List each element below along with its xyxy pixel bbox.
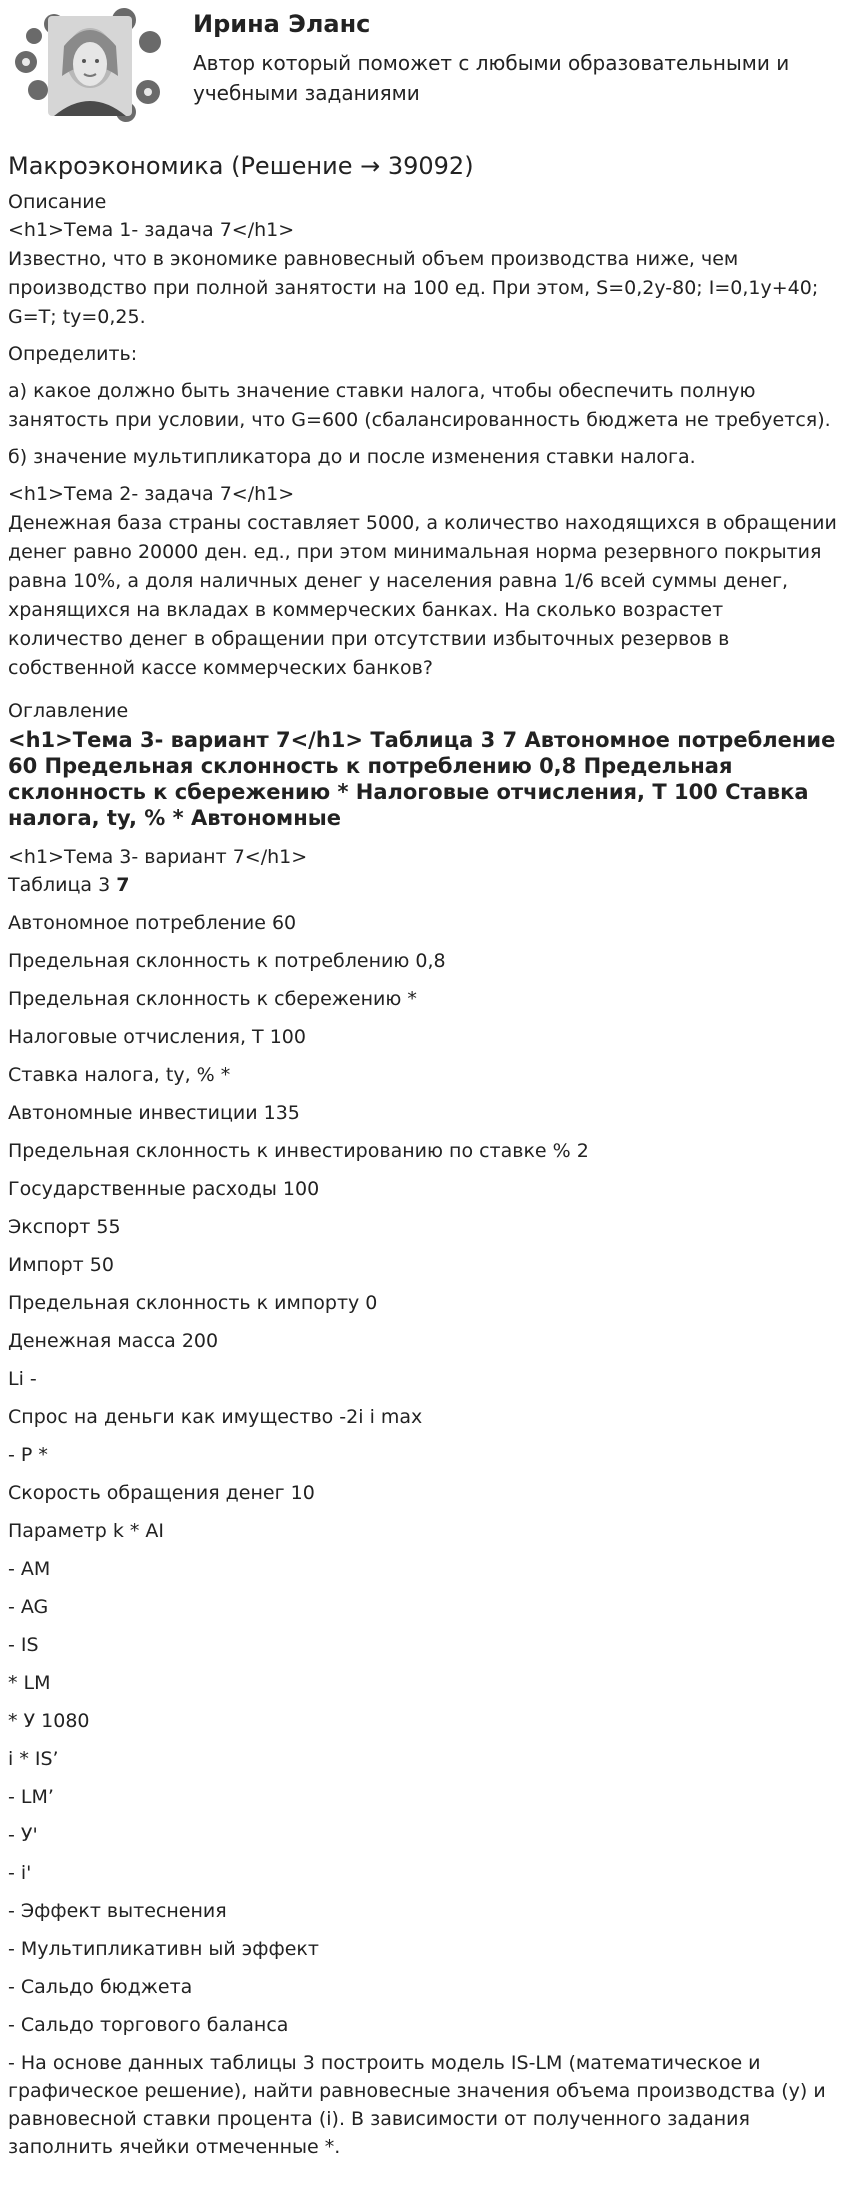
page-title: Макроэкономика (Решение → 39092): [8, 152, 474, 180]
table-label: Таблица 3: [8, 874, 117, 896]
description-label: Описание: [8, 191, 107, 213]
task2-heading: <h1>Тема 2- задача 7</h1>: [8, 483, 295, 505]
description-block: [8, 216, 839, 683]
table-row: - LM’: [8, 1786, 54, 1808]
table-row: i * IS’: [8, 1748, 59, 1770]
table-row: Ставка налога, ty, % *: [8, 1064, 231, 1086]
table-row: Денежная масса 200: [8, 1330, 219, 1352]
variant-heading: <h1>Тема 3- вариант 7</h1>: [8, 846, 308, 868]
table-row: - Сальдо бюджета: [8, 1976, 193, 1998]
table-row: Налоговые отчисления, Т 100: [8, 1026, 306, 1048]
table-row: - Р *: [8, 1444, 48, 1466]
table-row: Предельная склонность к импорту 0: [8, 1292, 378, 1314]
table-row: - AM: [8, 1558, 51, 1580]
table-row: - i': [8, 1862, 32, 1884]
content-block: [8, 843, 839, 2161]
table-row: - Эффект вытеснения: [8, 1900, 227, 1922]
author-avatar[interactable]: [14, 6, 162, 126]
table-row: - IS: [8, 1634, 39, 1656]
table-row: Автономные инвестиции 135: [8, 1102, 300, 1124]
task2-text: Денежная база страны составляет 5000, а количество находящихся в обращении денег равно 20000 ден. ед., при этом минимальная норма резервного покрытия равна 10%, а доля наличных денег у населения равна 1/6 всей суммы денег, хранящихся на вкладах в коммерческих банках. На сколько возрастет количество денег в обращении при отсутствии избыточных резервов в собственной кассе коммерческих банков?: [8, 512, 837, 679]
table-row: - На основе данных таблицы 3 построить модель IS-LM (математическое и графическое решение), найти равновесные значения объема производства (у) и равновесной ставки процента (i). В зависимости от полученного задания заполнить ячейки отмеченные *.: [8, 2052, 826, 2158]
toc-heading: <h1>Тема 3- вариант 7</h1> Таблица 3 7 Автономное потребление 60 Предельная склонность к потреблению 0,8 Предельная склонность к сбережению * Налоговые отчисления, Т 100 Ставка налога, ty, % * Автономные: [8, 728, 836, 830]
table-row: Предельная склонность к инвестированию по ставке % 2: [8, 1140, 589, 1162]
toc-label: Оглавление: [8, 700, 129, 722]
table-row: Спрос на деньги как имущество -2i i max: [8, 1406, 423, 1428]
table-row: Параметр k * AI: [8, 1520, 165, 1542]
table-row: Предельная склонность к сбережению *: [8, 988, 417, 1010]
table-row: - Сальдо торгового баланса: [8, 2014, 289, 2036]
author-description: Автор который поможет с любыми образовательными и учебными заданиями: [193, 51, 790, 105]
task1-item-b: б) значение мультипликатора до и после изменения ставки налога.: [8, 446, 696, 468]
table-row: Импорт 50: [8, 1254, 114, 1276]
table-row: * LM: [8, 1672, 51, 1694]
table-label-line: [8, 871, 839, 899]
table-row: - Мультипликативн ый эффект: [8, 1938, 319, 1960]
author-card: [8, 0, 839, 140]
table-row: Экспорт 55: [8, 1216, 121, 1238]
task1-item-a: а) какое должно быть значение ставки налога, чтобы обеспечить полную занятость при условии, что G=600 (сбалансированность бюджета не требуется).: [8, 380, 831, 431]
table-row: - AG: [8, 1596, 49, 1618]
table-row: * У 1080: [8, 1710, 90, 1732]
table-row: Автономное потребление 60: [8, 912, 297, 934]
task1-heading: <h1>Тема 1- задача 7</h1>: [8, 219, 295, 241]
table-row: Скорость обращения денег 10: [8, 1482, 315, 1504]
table-number: 7: [116, 874, 130, 896]
table-row: Предельная склонность к потреблению 0,8: [8, 950, 446, 972]
table-row: Государственные расходы 100: [8, 1178, 320, 1200]
task1-define: Определить:: [8, 343, 138, 365]
task1-text: Известно, что в экономике равновесный объем производства ниже, чем производство при полной занятости на 100 ед. При этом, S=0,2y-80; I=0,1y+40; G=T; ty=0,25.: [8, 248, 819, 328]
author-name[interactable]: Ирина Эланс: [193, 10, 371, 38]
table-row: - У': [8, 1824, 38, 1846]
table-rows: [8, 909, 839, 2161]
table-row: Li -: [8, 1368, 37, 1390]
